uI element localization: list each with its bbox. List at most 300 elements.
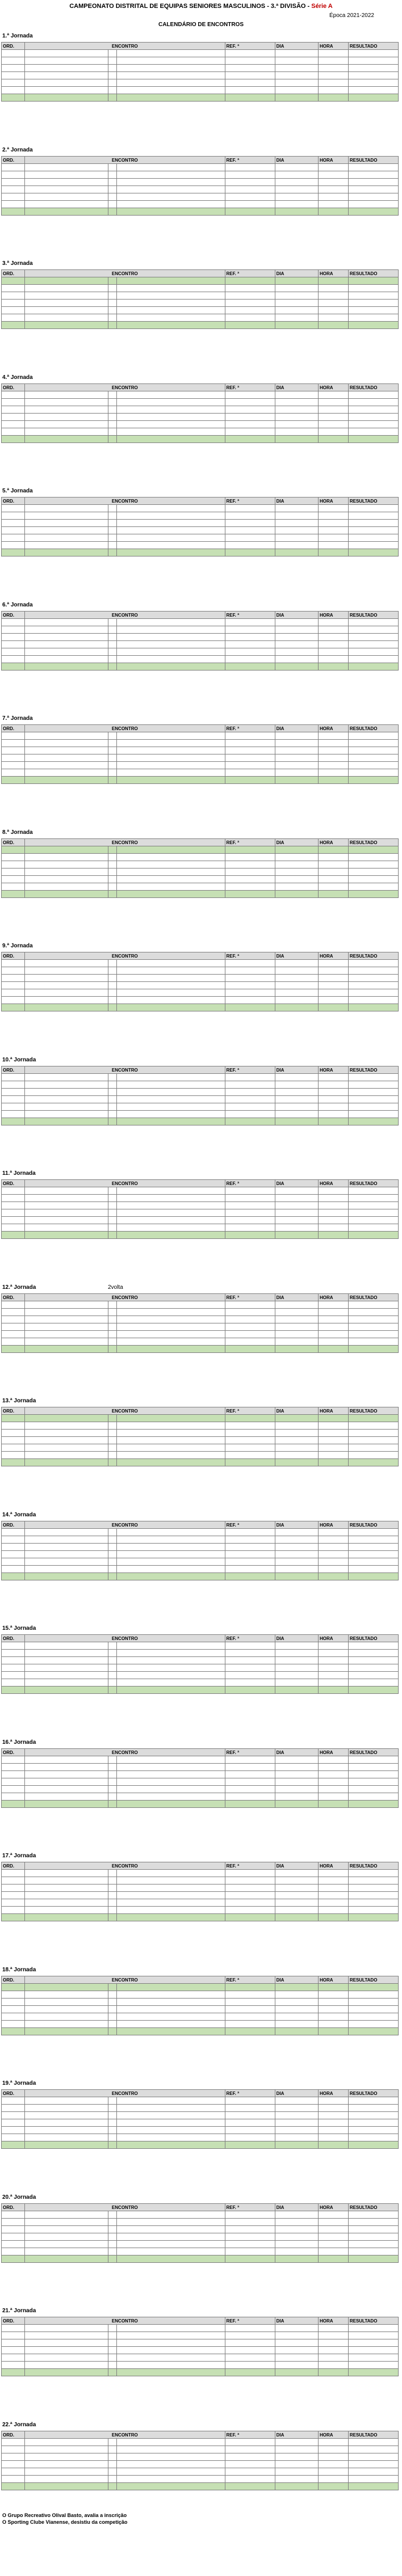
cell-ref: [225, 1195, 275, 1202]
cell-home: [25, 201, 108, 208]
cell-day: [275, 641, 318, 648]
cell-home: [25, 868, 108, 876]
table-row: [2, 762, 399, 769]
cell-result: [348, 648, 398, 656]
cell-ord: [2, 2476, 25, 2483]
cell-ref: [225, 1877, 275, 1884]
cell-ord: [2, 777, 25, 784]
cell-away: [116, 1118, 225, 1125]
cell-day: [275, 1650, 318, 1657]
cell-sep: [108, 868, 116, 876]
col-ref-header: REF. ª: [225, 2090, 275, 2097]
cell-home: [25, 2119, 108, 2127]
cell-sep: [108, 740, 116, 747]
cell-home: [25, 1187, 108, 1195]
cell-sep: [108, 876, 116, 883]
cell-ref: [225, 428, 275, 436]
cell-home: [25, 1984, 108, 1991]
cell-sep: [108, 1551, 116, 1558]
col-match-header: ENCONTRO: [25, 612, 225, 619]
cell-day: [275, 314, 318, 322]
cell-away: [116, 2439, 225, 2446]
cell-time: [318, 72, 348, 79]
col-day-header: DIA: [275, 2090, 318, 2097]
cell-sep: [108, 2248, 116, 2255]
cell-away: [116, 2446, 225, 2453]
round-table: [1, 1066, 399, 1125]
cell-ord: [2, 2362, 25, 2369]
cell-away: [116, 428, 225, 436]
cell-home: [25, 1650, 108, 1657]
table-row: [2, 732, 399, 740]
cell-home: [25, 1778, 108, 1786]
table-row: [2, 1217, 399, 1224]
table-row: [2, 2112, 399, 2119]
cell-home: [25, 421, 108, 428]
col-ord-header: ORD.: [2, 1862, 25, 1870]
cell-day: [275, 2021, 318, 2028]
cell-ref: [225, 307, 275, 314]
cell-home: [25, 861, 108, 868]
cell-home: [25, 1551, 108, 1558]
cell-ref: [225, 648, 275, 656]
cell-ref: [225, 406, 275, 414]
table-row: [2, 777, 399, 784]
cell-time: [318, 2339, 348, 2347]
col-time-header: HORA: [318, 952, 348, 960]
round-heading: 7.ª Jornada: [2, 715, 33, 722]
col-match-header: ENCONTRO: [25, 43, 225, 50]
cell-ord: [2, 1764, 25, 1771]
table-row: [2, 2105, 399, 2112]
col-result-header: RESULTADO: [348, 2317, 398, 2325]
col-result-header: RESULTADO: [348, 384, 398, 391]
col-time-header: HORA: [318, 1180, 348, 1187]
cell-result: [348, 967, 398, 975]
cell-ref: [225, 846, 275, 854]
cell-away: [116, 769, 225, 777]
cell-ref: [225, 94, 275, 102]
table-row: [2, 1452, 399, 1459]
cell-result: [348, 391, 398, 399]
cell-sep: [108, 50, 116, 57]
cell-day: [275, 1984, 318, 1991]
cell-time: [318, 292, 348, 300]
cell-result: [348, 1573, 398, 1580]
cell-sep: [108, 1089, 116, 1096]
cell-day: [275, 1793, 318, 1801]
round-table: [1, 383, 399, 443]
cell-result: [348, 406, 398, 414]
cell-sep: [108, 1316, 116, 1323]
table-row: [2, 520, 399, 527]
cell-ref: [225, 285, 275, 292]
cell-time: [318, 1217, 348, 1224]
cell-result: [348, 94, 398, 102]
cell-time: [318, 2021, 348, 2028]
table-row: [2, 1331, 399, 1338]
cell-away: [116, 626, 225, 634]
cell-ref: [225, 1224, 275, 1232]
cell-time: [318, 512, 348, 520]
cell-time: [318, 171, 348, 179]
cell-time: [318, 1657, 348, 1664]
col-result-header: RESULTADO: [348, 612, 398, 619]
cell-result: [348, 989, 398, 997]
cell-day: [275, 1573, 318, 1580]
col-ref-header: REF. ª: [225, 1294, 275, 1301]
cell-result: [348, 2134, 398, 2141]
table-row: [2, 883, 399, 891]
cell-sep: [108, 1870, 116, 1877]
col-day-header: DIA: [275, 1407, 318, 1415]
col-time-header: HORA: [318, 2317, 348, 2325]
cell-day: [275, 2233, 318, 2241]
cell-away: [116, 2354, 225, 2362]
cell-home: [25, 57, 108, 65]
cell-time: [318, 1437, 348, 1444]
cell-ref: [225, 1316, 275, 1323]
table-row: [2, 164, 399, 171]
cell-home: [25, 1217, 108, 1224]
cell-day: [275, 2332, 318, 2339]
cell-sep: [108, 967, 116, 975]
col-result-header: RESULTADO: [348, 2204, 398, 2211]
cell-result: [348, 1081, 398, 1089]
cell-result: [348, 663, 398, 671]
cell-time: [318, 1103, 348, 1111]
cell-result: [348, 1444, 398, 1452]
cell-day: [275, 1991, 318, 1999]
cell-ref: [225, 1687, 275, 1694]
cell-result: [348, 534, 398, 542]
cell-day: [275, 2347, 318, 2354]
col-match-header: ENCONTRO: [25, 1066, 225, 1074]
cell-result: [348, 2141, 398, 2149]
cell-ref: [225, 391, 275, 399]
cell-ref: [225, 322, 275, 329]
cell-time: [318, 414, 348, 421]
cell-day: [275, 1899, 318, 1907]
cell-away: [116, 1309, 225, 1316]
cell-ord: [2, 2021, 25, 2028]
cell-away: [116, 2362, 225, 2369]
cell-home: [25, 322, 108, 329]
cell-time: [318, 1672, 348, 1679]
cell-result: [348, 846, 398, 854]
cell-time: [318, 2461, 348, 2468]
cell-ref: [225, 534, 275, 542]
col-time-header: HORA: [318, 2431, 348, 2439]
table-row: [2, 769, 399, 777]
cell-home: [25, 1331, 108, 1338]
cell-ord: [2, 656, 25, 663]
cell-ord: [2, 1437, 25, 1444]
cell-day: [275, 186, 318, 193]
cell-ord: [2, 1422, 25, 1430]
round-table: [1, 497, 399, 556]
cell-away: [116, 2105, 225, 2112]
cell-result: [348, 868, 398, 876]
cell-ref: [225, 1679, 275, 1687]
table-row: [2, 1209, 399, 1217]
cell-result: [348, 883, 398, 891]
round-heading: 11.ª Jornada: [2, 1170, 36, 1177]
cell-ref: [225, 520, 275, 527]
cell-ord: [2, 2028, 25, 2035]
table-row: [2, 2369, 399, 2376]
cell-ref: [225, 512, 275, 520]
cell-ref: [225, 1764, 275, 1771]
cell-sep: [108, 854, 116, 861]
cell-time: [318, 1536, 348, 1544]
cell-away: [116, 2112, 225, 2119]
cell-time: [318, 997, 348, 1004]
cell-result: [348, 414, 398, 421]
table-header-row: [2, 2090, 399, 2097]
cell-home: [25, 1884, 108, 1892]
cell-ord: [2, 747, 25, 754]
cell-away: [116, 87, 225, 94]
cell-day: [275, 1232, 318, 1239]
cell-ref: [225, 1870, 275, 1877]
col-ord-header: ORD.: [2, 1635, 25, 1642]
cell-away: [116, 634, 225, 641]
cell-away: [116, 2468, 225, 2476]
cell-result: [348, 2219, 398, 2226]
cell-home: [25, 1323, 108, 1331]
cell-ord: [2, 854, 25, 861]
col-time-header: HORA: [318, 384, 348, 391]
cell-ord: [2, 94, 25, 102]
cell-home: [25, 2134, 108, 2141]
table-row: [2, 754, 399, 762]
cell-away: [116, 1081, 225, 1089]
cell-ord: [2, 57, 25, 65]
cell-result: [348, 2339, 398, 2347]
cell-day: [275, 50, 318, 57]
table-row: [2, 1573, 399, 1580]
cell-home: [25, 1103, 108, 1111]
cell-ord: [2, 740, 25, 747]
cell-day: [275, 399, 318, 406]
table-header-row: [2, 270, 399, 277]
cell-result: [348, 1786, 398, 1793]
round-heading: 3.ª Jornada: [2, 260, 33, 267]
table-row: [2, 549, 399, 556]
cell-day: [275, 57, 318, 65]
table-row: [2, 2127, 399, 2134]
cell-ref: [225, 1111, 275, 1118]
cell-ord: [2, 1914, 25, 1921]
cell-home: [25, 1801, 108, 1808]
cell-result: [348, 1672, 398, 1679]
cell-away: [116, 891, 225, 898]
table-row: [2, 2013, 399, 2021]
cell-day: [275, 1187, 318, 1195]
table-header-row: [2, 2431, 399, 2439]
cell-sep: [108, 1642, 116, 1650]
cell-ord: [2, 87, 25, 94]
col-day-header: DIA: [275, 952, 318, 960]
cell-day: [275, 777, 318, 784]
cell-time: [318, 2362, 348, 2369]
cell-ref: [225, 989, 275, 997]
cell-ord: [2, 2241, 25, 2248]
cell-sep: [108, 307, 116, 314]
table-row: [2, 1430, 399, 1437]
cell-home: [25, 414, 108, 421]
cell-away: [116, 1187, 225, 1195]
cell-home: [25, 285, 108, 292]
cell-ord: [2, 1664, 25, 1672]
cell-day: [275, 1657, 318, 1664]
cell-ord: [2, 1301, 25, 1309]
cell-ref: [225, 777, 275, 784]
cell-ord: [2, 975, 25, 982]
col-result-header: RESULTADO: [348, 1294, 398, 1301]
cell-result: [348, 1558, 398, 1566]
cell-ord: [2, 421, 25, 428]
col-ref-header: REF. ª: [225, 1407, 275, 1415]
cell-ref: [225, 2354, 275, 2362]
cell-ord: [2, 1672, 25, 1679]
cell-time: [318, 1444, 348, 1452]
table-row: [2, 1422, 399, 1430]
cell-ord: [2, 527, 25, 534]
cell-sep: [108, 762, 116, 769]
cell-sep: [108, 1452, 116, 1459]
cell-day: [275, 322, 318, 329]
cell-ord: [2, 1771, 25, 1778]
table-row: [2, 2339, 399, 2347]
table-row: [2, 2233, 399, 2241]
cell-sep: [108, 285, 116, 292]
table-row: [2, 1558, 399, 1566]
cell-result: [348, 1103, 398, 1111]
cell-day: [275, 2369, 318, 2376]
table-header-row: [2, 1066, 399, 1074]
cell-ref: [225, 414, 275, 421]
cell-home: [25, 391, 108, 399]
cell-away: [116, 1089, 225, 1096]
cell-ref: [225, 854, 275, 861]
cell-ord: [2, 1551, 25, 1558]
cell-sep: [108, 769, 116, 777]
cell-time: [318, 1999, 348, 2006]
cell-ref: [225, 2219, 275, 2226]
cell-home: [25, 406, 108, 414]
table-row: [2, 65, 399, 72]
cell-result: [348, 322, 398, 329]
cell-time: [318, 1089, 348, 1096]
round-heading: 14.ª Jornada: [2, 1512, 36, 1518]
cell-result: [348, 193, 398, 201]
cell-home: [25, 527, 108, 534]
cell-ord: [2, 171, 25, 179]
cell-day: [275, 1536, 318, 1544]
cell-day: [275, 2013, 318, 2021]
cell-result: [348, 777, 398, 784]
cell-away: [116, 2369, 225, 2376]
table-row: [2, 79, 399, 87]
cell-sep: [108, 1679, 116, 1687]
cell-home: [25, 1118, 108, 1125]
cell-time: [318, 1914, 348, 1921]
cell-day: [275, 1892, 318, 1899]
cell-sep: [108, 1202, 116, 1209]
cell-away: [116, 2339, 225, 2347]
cell-day: [275, 732, 318, 740]
cell-time: [318, 891, 348, 898]
cell-home: [25, 1437, 108, 1444]
cell-ref: [225, 2226, 275, 2233]
cell-day: [275, 1323, 318, 1331]
cell-sep: [108, 1187, 116, 1195]
cell-day: [275, 1672, 318, 1679]
table-row: [2, 399, 399, 406]
cell-home: [25, 1422, 108, 1430]
cell-day: [275, 769, 318, 777]
cell-result: [348, 2476, 398, 2483]
cell-sep: [108, 2446, 116, 2453]
cell-time: [318, 989, 348, 997]
col-ord-header: ORD.: [2, 839, 25, 846]
cell-day: [275, 1224, 318, 1232]
col-ord-header: ORD.: [2, 2204, 25, 2211]
cell-ref: [225, 1899, 275, 1907]
cell-result: [348, 1331, 398, 1338]
cell-sep: [108, 527, 116, 534]
col-result-header: RESULTADO: [348, 1749, 398, 1756]
cell-day: [275, 960, 318, 967]
cell-sep: [108, 2226, 116, 2233]
cell-result: [348, 2468, 398, 2476]
cell-sep: [108, 300, 116, 307]
cell-result: [348, 1566, 398, 1573]
cell-home: [25, 762, 108, 769]
title-main: CAMPEONATO DISTRITAL DE EQUIPAS SENIORES MASCULINOS - 3.ª DIVISÃO -: [69, 3, 310, 10]
cell-result: [348, 2105, 398, 2112]
cell-ord: [2, 868, 25, 876]
cell-ref: [225, 740, 275, 747]
cell-time: [318, 2211, 348, 2219]
cell-ref: [225, 421, 275, 428]
cell-result: [348, 1642, 398, 1650]
cell-home: [25, 1346, 108, 1353]
cell-result: [348, 2021, 398, 2028]
cell-sep: [108, 2347, 116, 2354]
cell-day: [275, 1884, 318, 1892]
table-header-row: [2, 1407, 399, 1415]
col-match-header: ENCONTRO: [25, 1180, 225, 1187]
cell-ord: [2, 1459, 25, 1466]
cell-away: [116, 1778, 225, 1786]
cell-ord: [2, 2354, 25, 2362]
cell-day: [275, 2127, 318, 2134]
cell-result: [348, 2211, 398, 2219]
cell-home: [25, 2369, 108, 2376]
table-row: [2, 1081, 399, 1089]
cell-ref: [225, 861, 275, 868]
cell-day: [275, 2354, 318, 2362]
cell-day: [275, 2006, 318, 2013]
round-heading: 20.ª Jornada: [2, 2194, 36, 2200]
cell-time: [318, 1415, 348, 1422]
cell-ref: [225, 1544, 275, 1551]
cell-time: [318, 436, 348, 443]
cell-sep: [108, 2325, 116, 2332]
